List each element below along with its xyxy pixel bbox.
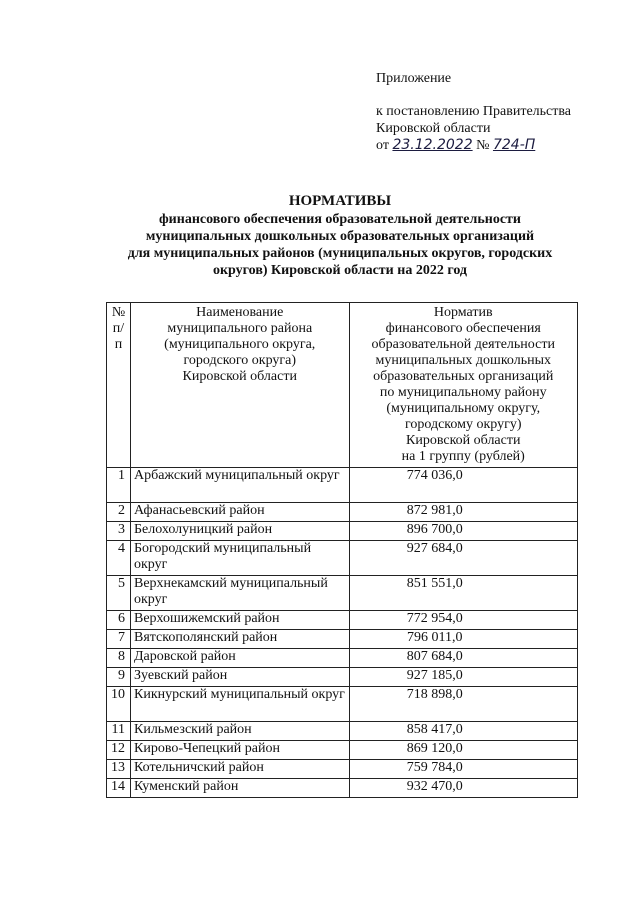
row-name: Верхнекамский муниципальный округ — [130, 576, 349, 611]
row-value: 927 185,0 — [349, 668, 578, 687]
row-number: 6 — [107, 611, 131, 630]
header-norm-line: Кировской области — [406, 433, 521, 448]
title-main: НОРМАТИВЫ — [288, 193, 392, 209]
title-line-4: округов) Кировской области на 2022 год — [212, 263, 468, 278]
norms-table — [106, 302, 578, 798]
title-line-2: муниципальных дошкольных образовательных организаций — [145, 229, 535, 244]
row-name: Богородский муниципальный округ — [130, 541, 349, 576]
handwritten-date: 23.12.2022 — [392, 137, 473, 153]
row-value: 796 011,0 — [349, 630, 578, 649]
handwritten-number: 724-П — [492, 137, 536, 153]
row-number: 3 — [107, 522, 131, 541]
row-number: 2 — [107, 503, 131, 522]
row-number: 5 — [107, 576, 131, 611]
number-prefix: № — [476, 138, 490, 153]
row-value: 927 684,0 — [349, 541, 578, 576]
table-row — [107, 611, 578, 630]
header-norm-line: (муниципальному округу, — [386, 401, 541, 416]
document-title — [100, 193, 580, 279]
header-norm-line: на 1 группу (рублей) — [401, 449, 525, 464]
row-number: 10 — [107, 687, 131, 722]
row-number: 8 — [107, 649, 131, 668]
table-row — [107, 649, 578, 668]
table-row — [107, 741, 578, 760]
row-name: Котельничский район — [130, 760, 349, 779]
row-name: Кильмезский район — [130, 722, 349, 741]
row-value: 896 700,0 — [349, 522, 578, 541]
row-name: Вятскополянский район — [130, 630, 349, 649]
row-number: 9 — [107, 668, 131, 687]
header-norm-line: Норматив — [433, 305, 493, 320]
row-number: 12 — [107, 741, 131, 760]
header-name-line: муниципального района — [167, 321, 313, 336]
row-number: 1 — [107, 468, 131, 503]
table-row — [107, 503, 578, 522]
header-number — [107, 303, 131, 468]
header-norm-line: финансового обеспечения — [385, 321, 541, 336]
header-norm-line: образовательных организаций — [373, 369, 554, 384]
header-name-line: Наименование — [196, 305, 284, 320]
row-name: Даровской район — [130, 649, 349, 668]
row-value: 932 470,0 — [349, 779, 578, 798]
header-number-line: п/п — [112, 321, 125, 352]
row-value: 869 120,0 — [349, 741, 578, 760]
appendix-line-2: Кировской области — [376, 121, 491, 136]
row-value: 759 784,0 — [349, 760, 578, 779]
row-name: Верхошижемский район — [130, 611, 349, 630]
row-value: 858 417,0 — [349, 722, 578, 741]
header-name-line: (муниципального округа, — [164, 337, 316, 352]
table-row — [107, 760, 578, 779]
header-norm-line: городскому округу) — [404, 417, 522, 432]
header-norm — [349, 303, 578, 468]
row-name: Белохолуницкий район — [130, 522, 349, 541]
row-value: 718 898,0 — [349, 687, 578, 722]
table-header-row — [107, 303, 578, 468]
date-prefix: от — [376, 138, 389, 153]
table-row — [107, 668, 578, 687]
row-number: 13 — [107, 760, 131, 779]
table-row — [107, 779, 578, 798]
title-line-1: финансового обеспечения образовательной деятельности — [159, 212, 521, 227]
table-row — [107, 722, 578, 741]
table-row — [107, 522, 578, 541]
appendix-date-line — [376, 137, 571, 154]
row-name: Куменский район — [130, 779, 349, 798]
header-norm-line: образовательной деятельности — [371, 337, 555, 352]
row-number: 11 — [107, 722, 131, 741]
appendix-label: Приложение — [376, 71, 452, 86]
header-name-line: городского округа) — [183, 353, 297, 368]
row-value: 772 954,0 — [349, 611, 578, 630]
table-row — [107, 541, 578, 576]
row-value: 774 036,0 — [349, 468, 578, 503]
row-number: 14 — [107, 779, 131, 798]
row-name: Кирово-Чепецкий район — [130, 741, 349, 760]
row-number: 7 — [107, 630, 131, 649]
row-name: Афанасьевский район — [130, 503, 349, 522]
header-number-line: № — [111, 305, 126, 320]
row-value: 807 684,0 — [349, 649, 578, 668]
table-row — [107, 468, 578, 503]
row-name: Кикнурский муниципальный округ — [130, 687, 349, 722]
header-name-line: Кировской области — [182, 369, 297, 384]
table-row — [107, 630, 578, 649]
table-row — [107, 687, 578, 722]
header-norm-line: по муниципальному району — [379, 385, 547, 400]
title-line-3: для муниципальных районов (муниципальных округов, городских — [127, 246, 553, 261]
header-name — [130, 303, 349, 468]
row-value: 851 551,0 — [349, 576, 578, 611]
row-name: Арбажский муниципальный округ — [130, 468, 349, 503]
row-number: 4 — [107, 541, 131, 576]
row-name: Зуевский район — [130, 668, 349, 687]
table-row — [107, 576, 578, 611]
appendix-line-1: к постановлению Правительства — [376, 104, 572, 119]
row-value: 872 981,0 — [349, 503, 578, 522]
header-norm-line: муниципальных дошкольных — [375, 353, 551, 368]
appendix-block — [376, 70, 571, 154]
